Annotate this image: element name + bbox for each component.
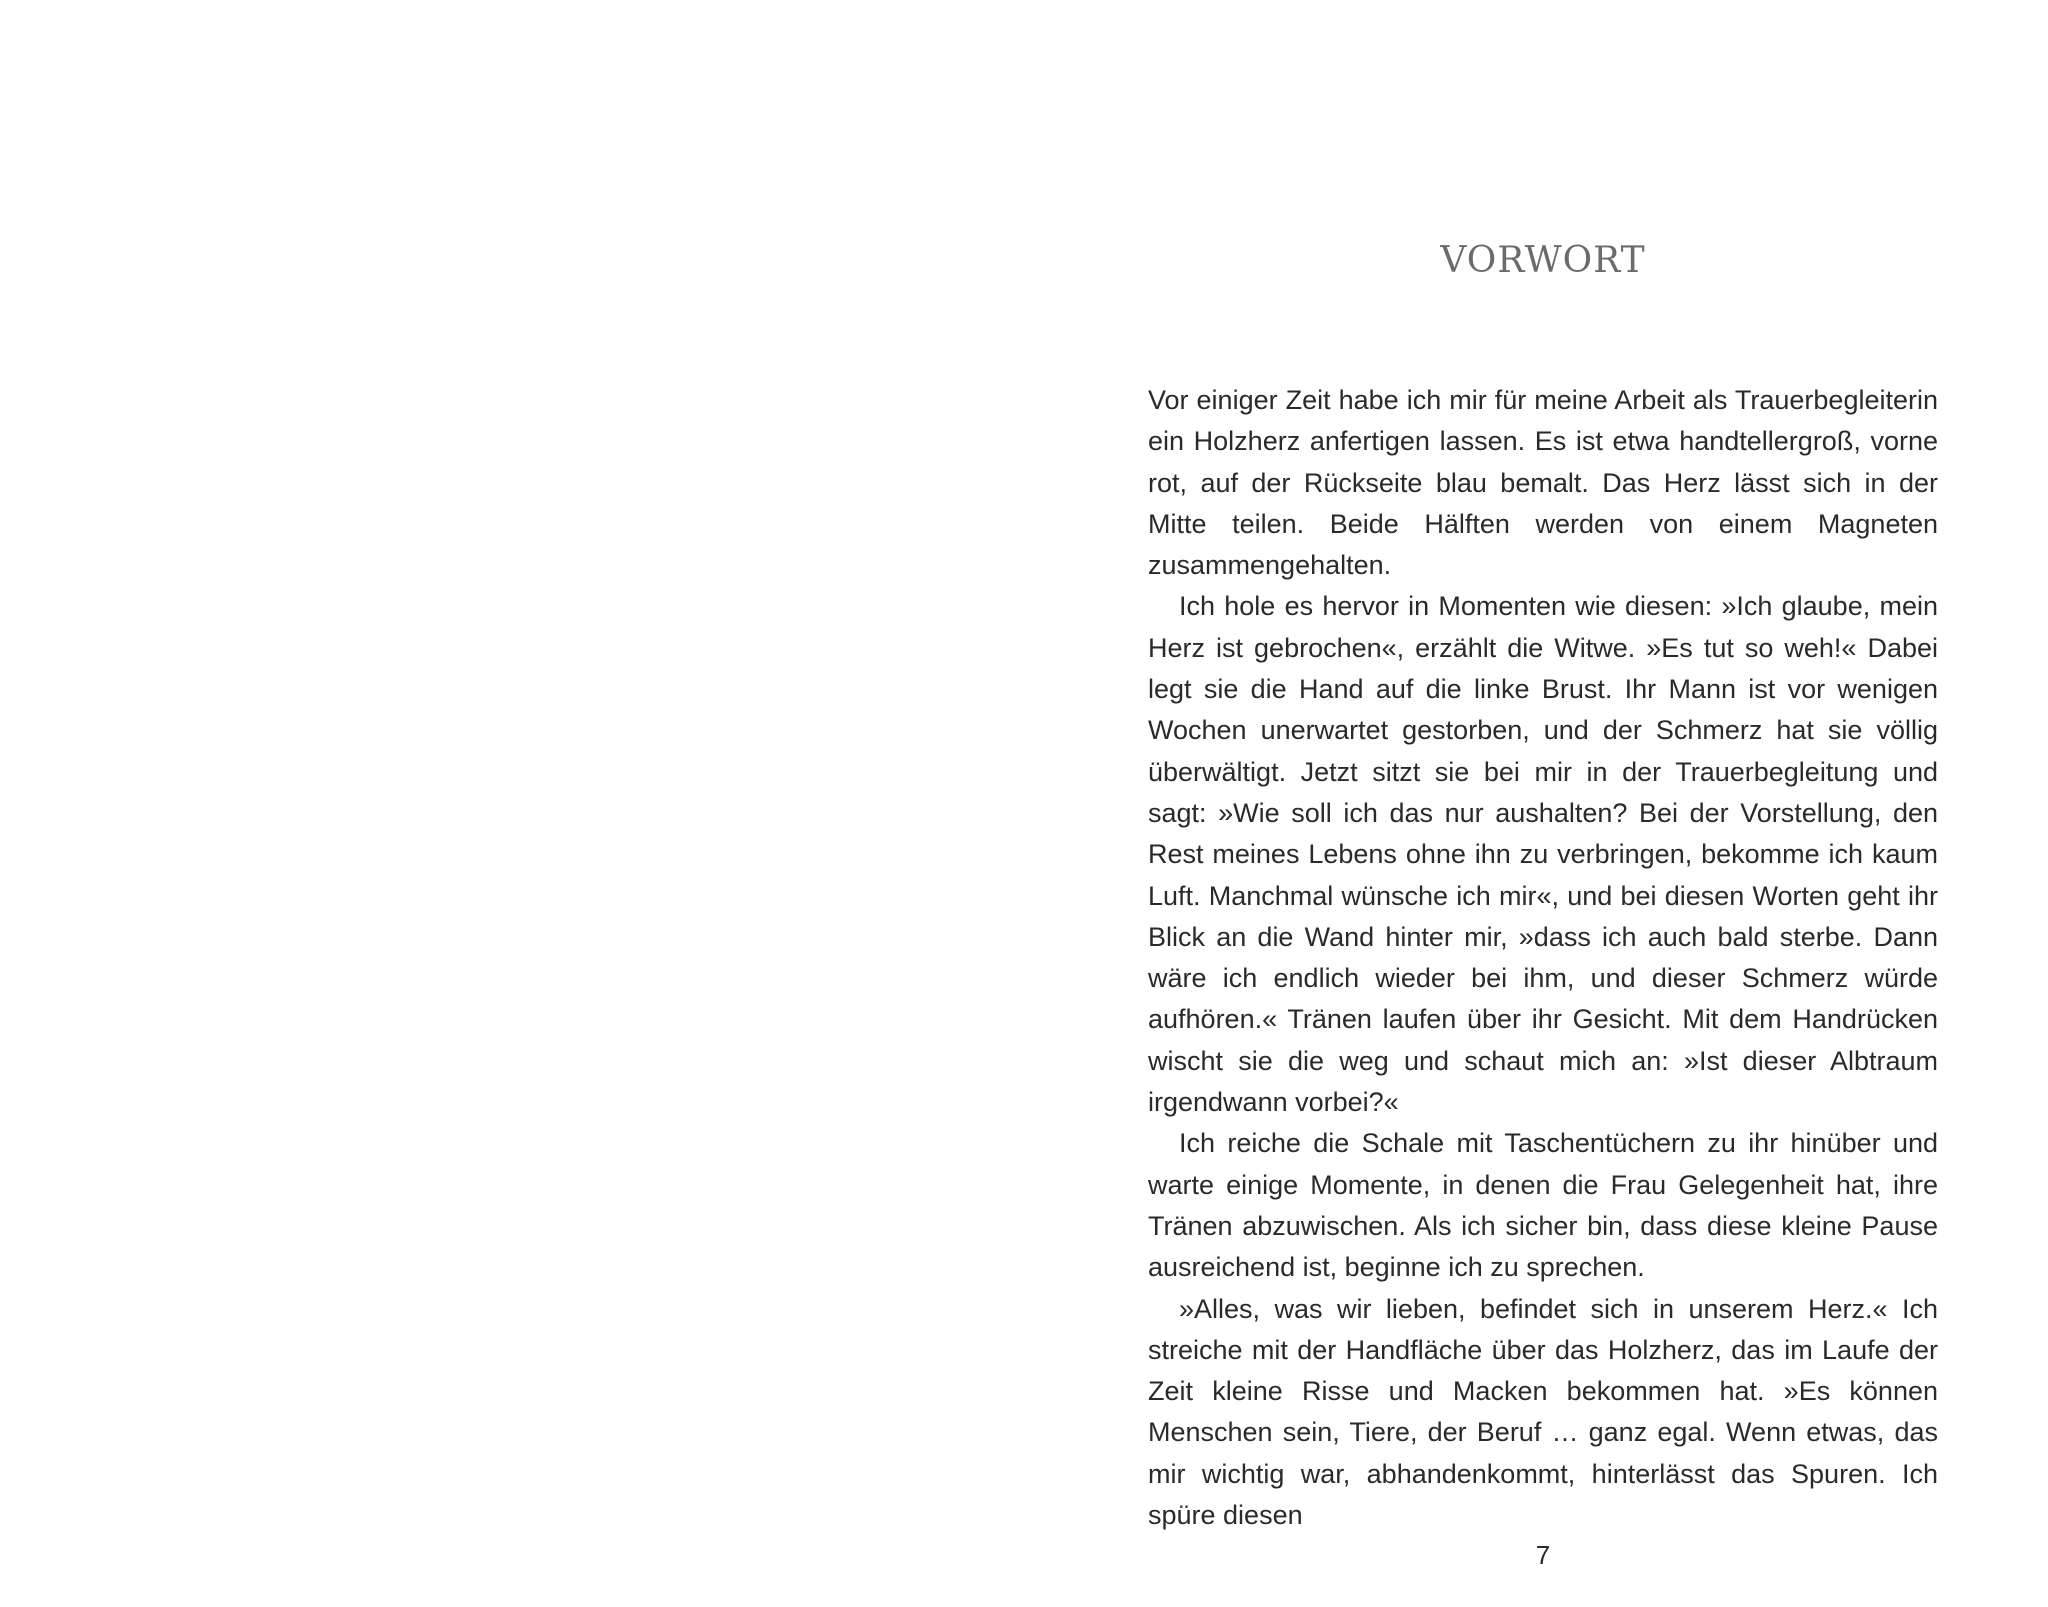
- paragraph-2: Ich hole es hervor in Momenten wie diesen: »Ich glaube, mein Herz ist gebrochen«, erzählt die Witwe. »Es tut so weh!« Dabei legt sie die Hand auf die linke Brust. Ihr Mann ist vor wenigen Wochen unerwartet gestorben, und der Schmerz hat sie völlig überwältigt. Jetzt sitzt sie bei mir in der Trauerbegleitung und sagt: »Wie soll ich das nur aushalten? Bei der Vorstellung, den Rest meines Lebens ohne ihn zu verbringen, bekomme ich kaum Luft. Manchmal wünsche ich mir«, und bei diesen Worten geht ihr Blick an die Wand hinter mir, »dass ich auch bald sterbe. Dann wäre ich endlich wieder bei ihm, und dieser Schmerz würde aufhören.« Tränen laufen über ihr Gesicht. Mit dem Handrücken wischt sie die weg und schaut mich an: »Ist dieser Albtraum irgendwann vorbei?«: [1148, 591, 1938, 1118]
- body-text: [1148, 380, 1938, 1536]
- paragraph-1: Vor einiger Zeit habe ich mir für meine Arbeit als Trauerbegleiterin ein Holzherz anfertigen lassen. Es ist etwa handtellergroß, vorne rot, auf der Rückseite blau bemalt. Das Herz lässt sich in der Mitte teilen. Beide Hälften werden von einem Magneten zusammengehalten.: [1148, 385, 1938, 581]
- page-number: 7: [1535, 1540, 1551, 1570]
- chapter-title: VORWORT: [1440, 240, 1646, 281]
- paragraph-3: Ich reiche die Schale mit Taschentüchern zu ihr hinüber und warte einige Momente, in denen die Frau Gelegenheit hat, ihre Tränen abzuwischen. Als ich sicher bin, dass diese kleine Pause ausreichend ist, beginne ich zu sprechen.: [1148, 1128, 1938, 1283]
- paragraph-4: »Alles, was wir lieben, befindet sich in unserem Herz.« Ich streiche mit der Handfläche über das Holzherz, das im Laufe der Zeit kleine Risse und Macken bekommen hat. »Es können Menschen sein, Tiere, der Beruf … ganz egal. Wenn etwas, das mir wichtig war, abhandenkommt, hinterlässt das Spuren. Ich spüre diesen: [1148, 1293, 1938, 1531]
